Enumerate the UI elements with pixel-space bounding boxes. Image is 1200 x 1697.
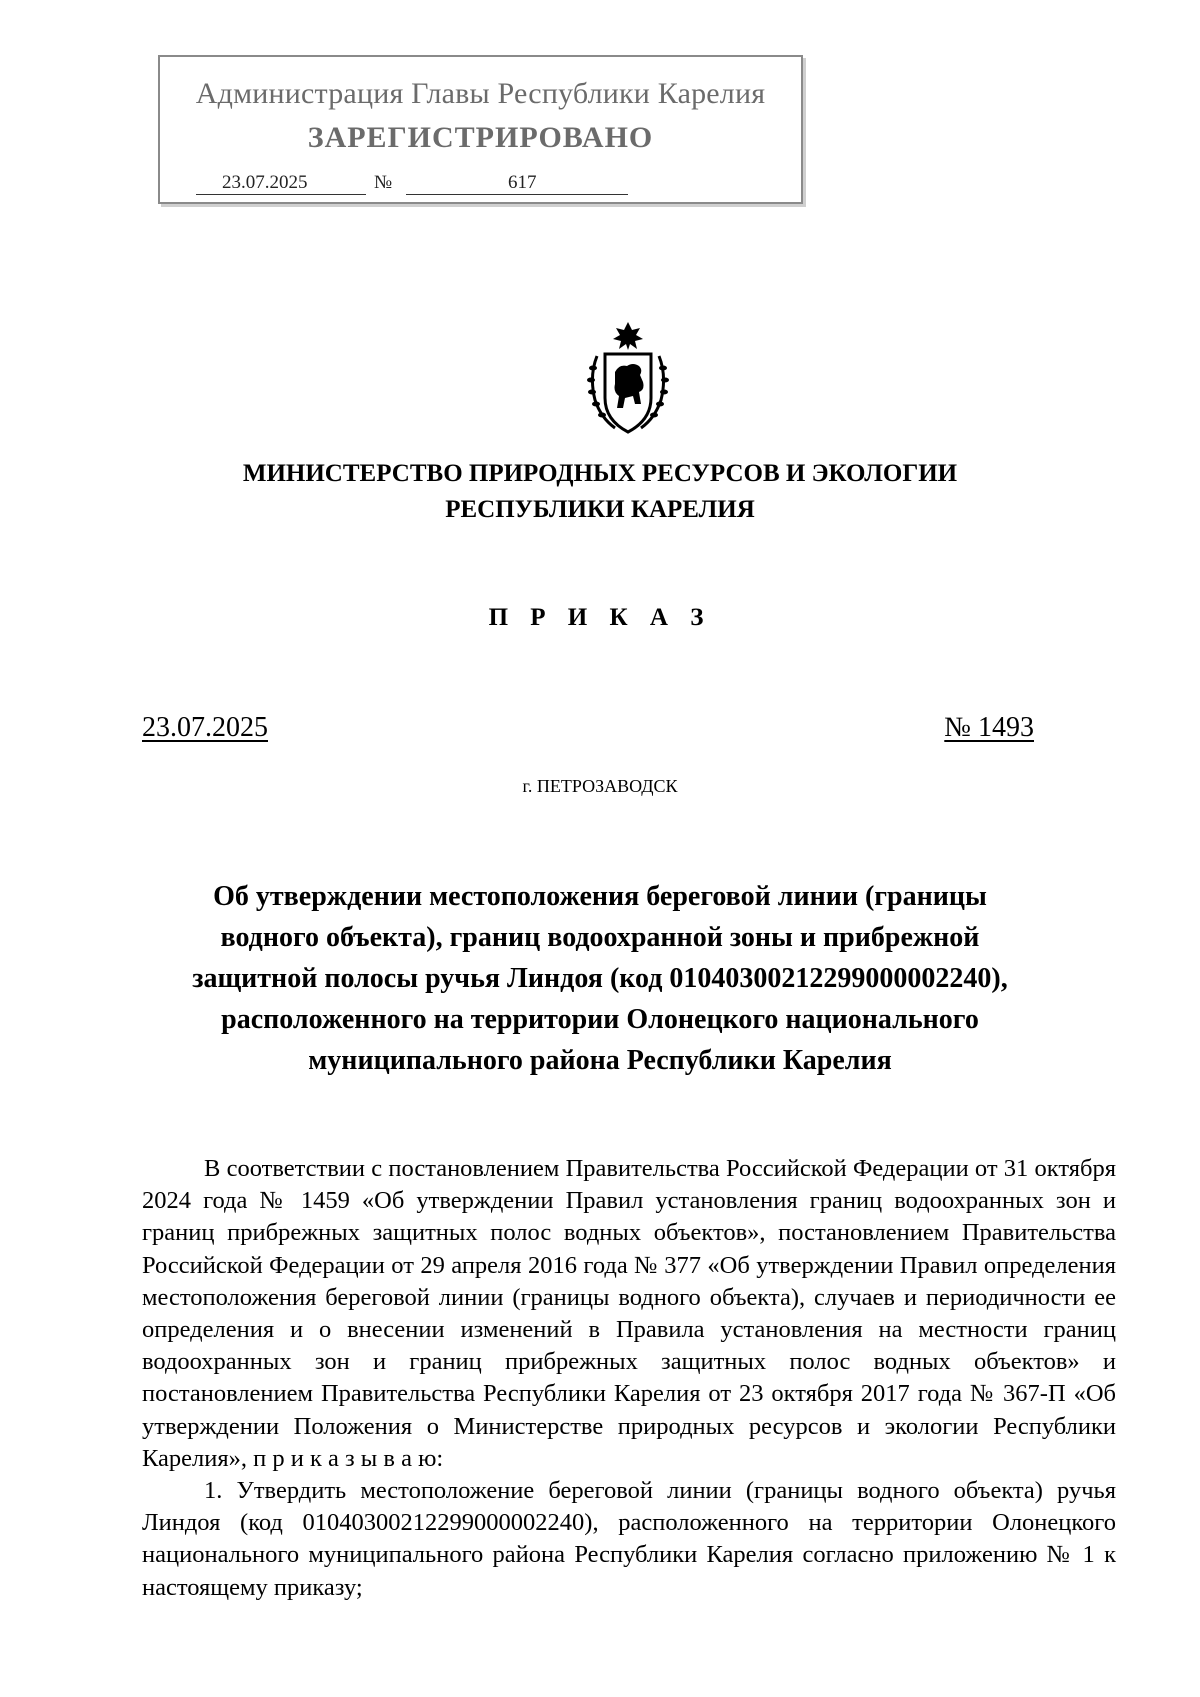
document-type: П Р И К А З [488, 604, 712, 631]
karelia-coat-of-arms-icon [583, 320, 673, 438]
order-number: № 1493 [944, 712, 1034, 743]
order-item-1: 1. Утвердить местоположение береговой линии (границы водного объекта) ручья Линдоя (код 01040300212299000002240), расположенного на территории Олонецкого национального муниципального района Республики Карелия согласно приложению № 1 к настоящему приказу; [142, 1477, 1116, 1601]
stamp-status: ЗАРЕГИСТРИРОВАНО [307, 121, 654, 154]
document-title-line: Об утверждении местоположения береговой линии (границы [213, 881, 987, 912]
stamp-number: 617 [406, 172, 628, 195]
document-title-line: защитной полосы ручья Линдоя (код 01040300212299000002240), [192, 963, 1008, 994]
preamble-paragraph: В соответствии с постановлением Правительства Российской Федерации от 31 октября 2024 года № 1459 «Об утверждении Правил установления границ водоохранных зон и границ прибрежных защитных полос водных объектов», постановлением Правительства Российской Федерации от 29 апреля 2016 года № 377 «Об утверждении Правил определения местоположения береговой линии (границы водного объекта), случаев и периодичности ее определения и о внесении изменений в Правила установления на местности границ водоохранных зон и границ прибрежных защитных полос водных объектов» и постановлением Правительства Республики Карелия от 23 октября 2017 года № 367-П «Об утверждении Положения о Министерстве природных ресурсов и экологии Республики Карелия», п р и к а з ы в а ю: [142, 1155, 1116, 1472]
order-date: 23.07.2025 [142, 712, 268, 743]
ministry-name [0, 456, 1200, 528]
registration-stamp [158, 55, 803, 204]
document-title-line: муниципального района Республики Карелия [308, 1045, 892, 1076]
document-title [120, 876, 1080, 1081]
document-body [142, 1153, 1116, 1604]
stamp-authority: Администрация Главы Республики Карелия [195, 77, 766, 110]
document-title-line: водного объекта), границ водоохранной зоны и прибрежной [220, 922, 980, 953]
stamp-date: 23.07.2025 [196, 172, 366, 195]
ministry-name-line-1: МИНИСТЕРСТВО ПРИРОДНЫХ РЕСУРСОВ И ЭКОЛОГИИ [242, 460, 958, 487]
city: г. ПЕТРОЗАВОДСК [522, 776, 678, 796]
document-title-line: расположенного на территории Олонецкого национального [221, 1004, 979, 1035]
stamp-registration-line [184, 172, 774, 196]
stamp-number-sign: № [374, 172, 393, 193]
ministry-name-line-2: РЕСПУБЛИКИ КАРЕЛИЯ [445, 496, 755, 523]
